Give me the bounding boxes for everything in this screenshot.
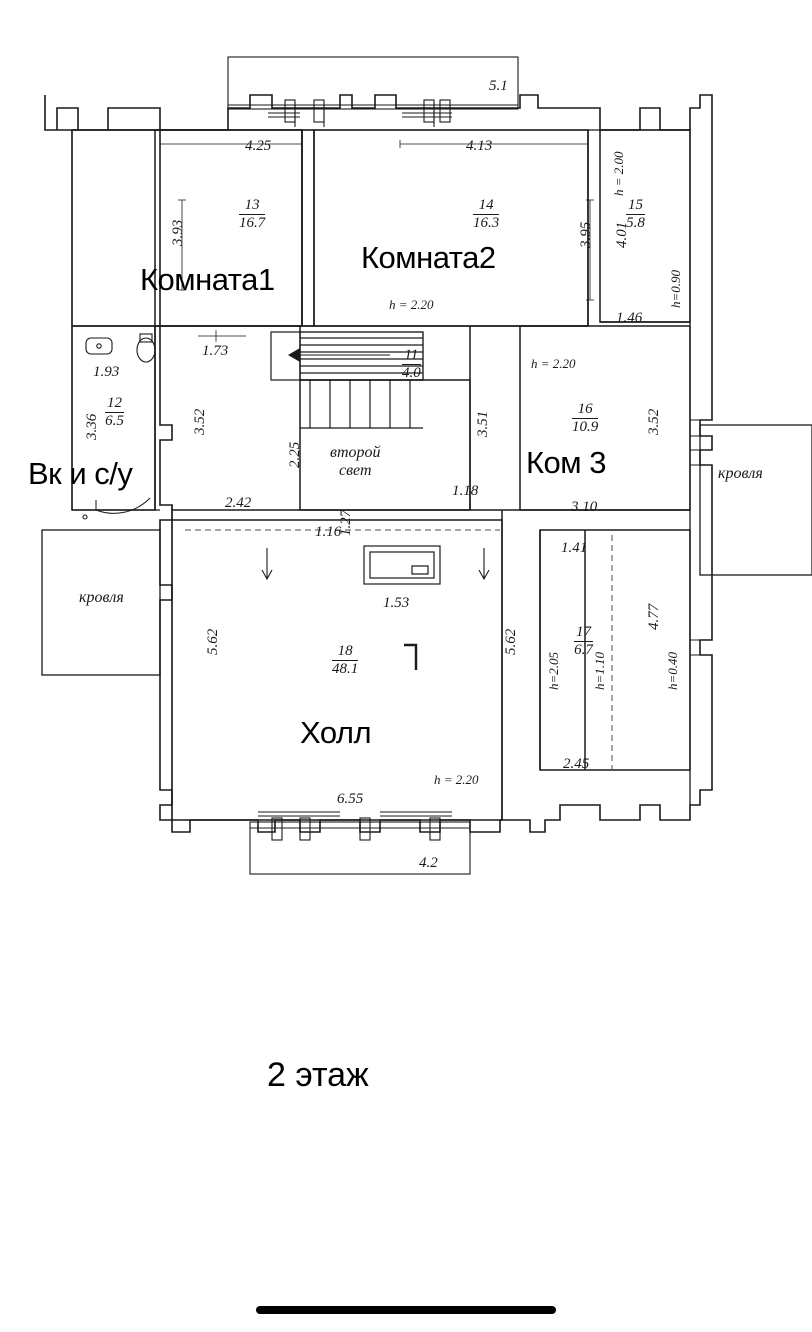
room-area: 6.5 <box>105 413 124 429</box>
dimension-label: h = 2.00 <box>611 151 626 196</box>
annotation-label: Комната2 <box>361 240 496 275</box>
dimension-label: 3.52 <box>646 408 662 435</box>
dimension-label: 6.55 <box>337 791 364 807</box>
room-area: 5.8 <box>626 215 645 231</box>
dimension-label: 4.77 <box>646 603 662 630</box>
dimension-label: 1.27 <box>338 509 354 536</box>
annotation-label: Вк и с/у <box>28 456 133 491</box>
room-area-label <box>402 348 421 381</box>
room-number: 16 <box>572 402 598 419</box>
room-number: 11 <box>402 348 421 365</box>
dimension-label: 1.16 <box>315 524 342 540</box>
room-name-label: кровля <box>79 589 124 606</box>
dimension-label: 4.13 <box>466 138 493 154</box>
annotation-label: Ком 3 <box>526 445 606 480</box>
dimension-label: 2.45 <box>563 756 590 772</box>
room-area-label <box>574 625 593 658</box>
dimension-label: 2.42 <box>225 495 252 511</box>
dimension-label: 3.95 <box>578 221 594 248</box>
dimension-label: 1.41 <box>561 540 588 556</box>
dimension-label: 3.10 <box>571 499 598 515</box>
room-name-label: кровля <box>718 465 763 482</box>
dimension-label: h=0.40 <box>665 651 680 690</box>
dimension-label: 5.62 <box>205 628 221 655</box>
dimension-label: 3.93 <box>170 219 186 246</box>
dimension-label: 4.25 <box>245 138 272 154</box>
dimension-label: h=2.05 <box>546 651 561 690</box>
dimension-label: 3.36 <box>84 413 100 440</box>
room-number: 15 <box>628 197 643 213</box>
dimension-label: 5.62 <box>503 628 519 655</box>
dimension-label: 1.73 <box>202 343 229 359</box>
dimension-label: 2.25 <box>287 441 303 468</box>
dimension-label: 1.46 <box>616 310 643 326</box>
dimension-label: 1.53 <box>383 595 410 611</box>
dimension-label: 3.52 <box>192 408 208 435</box>
room-area-label <box>626 198 645 231</box>
room-area-label <box>572 402 598 435</box>
annotation-label: Комната1 <box>140 262 275 297</box>
room-area: 6.7 <box>574 642 593 658</box>
dimension-label: h = 2.20 <box>389 297 434 312</box>
room-name-label: второй свет <box>330 444 381 480</box>
room-area-label <box>473 198 499 231</box>
dimension-label: h=1.10 <box>592 651 607 690</box>
dimension-label: h = 2.20 <box>531 356 576 371</box>
room-area-label <box>105 396 124 429</box>
dimension-label: 4.01 <box>614 221 630 248</box>
dimension-label: h = 2.20 <box>434 772 479 787</box>
room-number: 13 <box>239 198 265 215</box>
dimension-label: 4.2 <box>419 855 438 871</box>
room-area: 4.0 <box>402 365 421 381</box>
room-area: 10.9 <box>572 419 599 435</box>
dimension-label: 3.51 <box>475 410 491 437</box>
dimension-label: 5.1 <box>489 78 508 94</box>
room-number: 14 <box>473 198 499 215</box>
room-number: 12 <box>107 395 122 411</box>
room-area: 16.7 <box>239 215 266 231</box>
room-number: 18 <box>332 644 358 661</box>
dimension-label: h=0.90 <box>668 269 683 308</box>
floor-caption: 2 этаж <box>267 1056 369 1094</box>
room-number: 17 <box>576 624 591 640</box>
annotation-label: Холл <box>300 715 372 750</box>
dimension-label: 1.18 <box>452 483 479 499</box>
room-area-label <box>332 644 358 677</box>
room-area-label <box>239 198 265 231</box>
room-area: 16.3 <box>473 215 500 231</box>
dimension-label: 1.93 <box>93 364 120 380</box>
home-indicator <box>256 1306 556 1314</box>
room-area: 48.1 <box>332 661 359 677</box>
